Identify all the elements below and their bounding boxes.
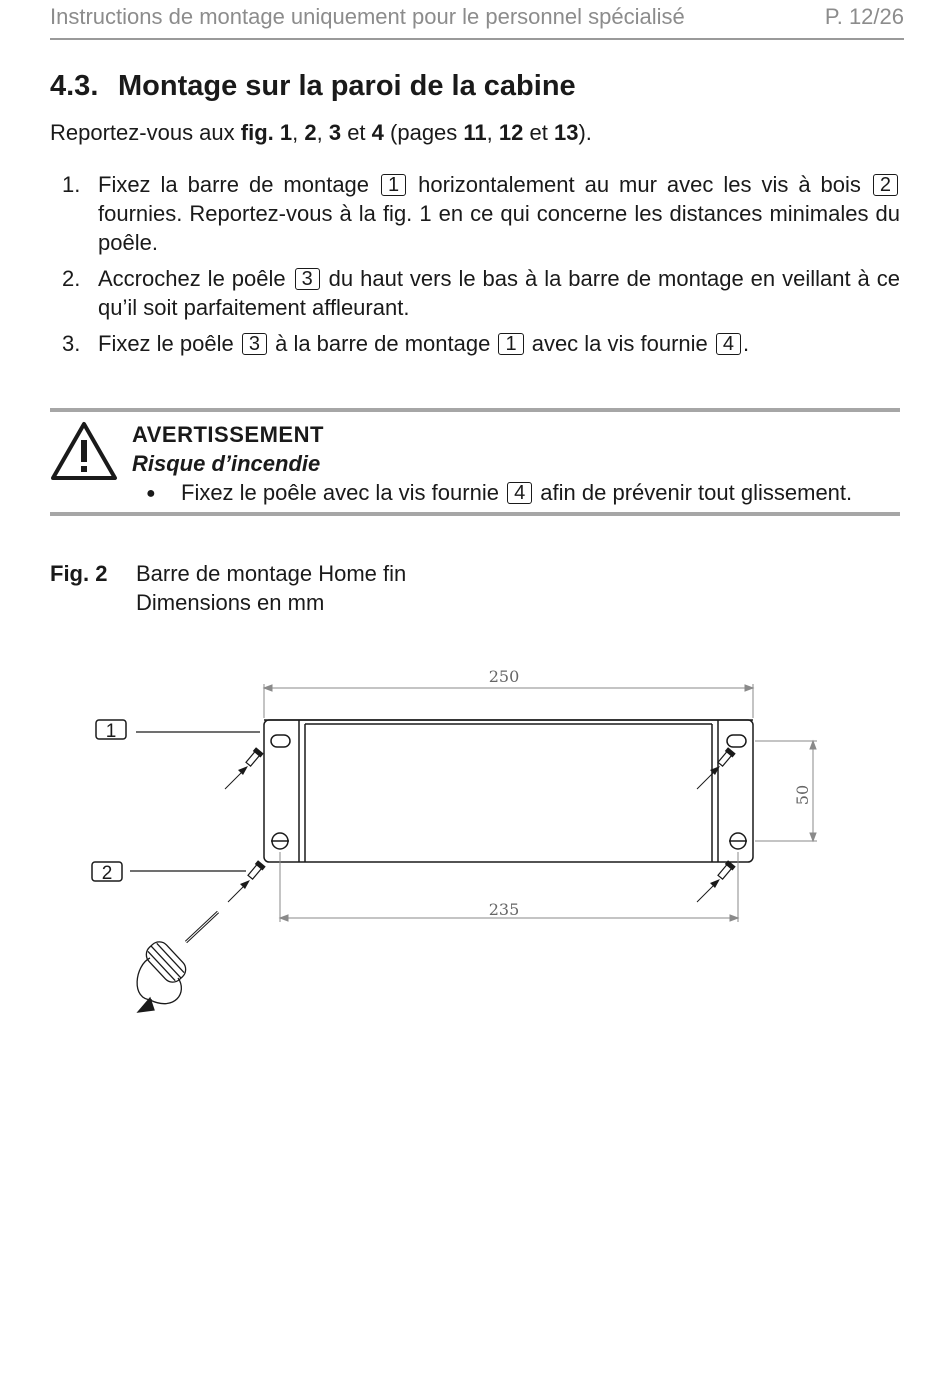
step-text-part: . xyxy=(743,331,750,356)
warning-triangle-icon xyxy=(50,420,118,482)
dimension-label-235: 235 xyxy=(488,900,520,919)
callout-label-1: 1 xyxy=(105,721,117,742)
bar-holes xyxy=(271,735,747,849)
page-number: P. 12/26 xyxy=(824,4,904,29)
intro-text: , xyxy=(316,120,329,145)
item-reference-box: 3 xyxy=(295,268,320,290)
step-text-part: fournies. Reportez-vous à la fig. 1 en ce qui concerne les distances minimales du poêle. xyxy=(98,201,900,255)
intro-text: et xyxy=(341,120,372,145)
section-number: 4.3. xyxy=(50,70,99,102)
intro-ref: 2 xyxy=(304,120,317,145)
intro-ref: 4 xyxy=(371,120,384,145)
dimension-label-50: 50 xyxy=(793,784,812,806)
item-reference-box: 1 xyxy=(381,174,406,196)
figure-caption-units: Dimensions en mm xyxy=(136,590,325,615)
step-text-part: à la barre de montage xyxy=(268,331,497,356)
item-reference-box: 4 xyxy=(507,482,532,504)
bullet-icon: ● xyxy=(146,485,156,502)
warning-subtitle: Risque d’incendie xyxy=(132,451,321,476)
step-text xyxy=(98,329,900,358)
intro-paragraph xyxy=(50,120,592,146)
list-item xyxy=(50,329,900,358)
warning-title: AVERTISSEMENT xyxy=(132,422,324,447)
header-title: Instructions de montage uniquement pour le personnel spécialisé xyxy=(50,4,685,29)
section-heading xyxy=(50,70,576,103)
step-number: 3. xyxy=(62,331,81,356)
screw-icon xyxy=(228,860,266,902)
item-reference-box: 3 xyxy=(242,333,267,355)
step-text-part: du haut vers le bas à la barre de montage en veillant à ce qu’il soit parfaitement affleurant. xyxy=(98,266,900,320)
mounting-bar xyxy=(264,720,753,862)
page-header xyxy=(50,0,904,40)
bullet-text: Fixez le poêle avec la vis fournie xyxy=(181,480,506,505)
section-title: Montage sur la paroi de la cabine xyxy=(118,70,576,102)
step-number: 1. xyxy=(62,172,81,197)
intro-ref: 13 xyxy=(553,120,579,145)
item-reference-box: 1 xyxy=(498,333,523,355)
warning-box xyxy=(50,408,900,516)
figure-label: Fig. 2 xyxy=(50,561,108,586)
step-text-part: horizontalement au mur avec les vis à bois xyxy=(408,172,871,197)
item-reference-box: 4 xyxy=(716,333,741,355)
intro-text: (pages xyxy=(383,120,464,145)
dimension-250 xyxy=(264,684,753,718)
step-text-part: Fixez la barre de montage xyxy=(98,172,379,197)
warning-bullet xyxy=(146,480,852,506)
screw-icon xyxy=(697,747,736,789)
list-item xyxy=(50,264,900,322)
screwdriver-icon xyxy=(137,912,218,1012)
steps-list xyxy=(50,170,900,365)
list-item xyxy=(50,170,900,257)
intro-ref: 11 xyxy=(463,120,487,145)
intro-text: , xyxy=(486,120,499,145)
step-text-part: avec la vis fournie xyxy=(525,331,714,356)
bullet-text: afin de prévenir tout glissement. xyxy=(534,480,853,505)
intro-text: , xyxy=(292,120,305,145)
screw-icon xyxy=(225,747,264,789)
mounting-bar-drawing xyxy=(0,640,950,1040)
intro-ref: fig. 1 xyxy=(240,120,293,145)
intro-ref: 12 xyxy=(498,120,524,145)
intro-text: ). xyxy=(578,120,592,145)
step-number: 2. xyxy=(62,266,81,291)
step-text xyxy=(98,264,900,322)
intro-text: Reportez-vous aux xyxy=(50,120,241,145)
intro-ref: 3 xyxy=(328,120,342,145)
item-reference-box: 2 xyxy=(873,174,898,196)
screw-icon xyxy=(697,860,736,902)
dimension-label-250: 250 xyxy=(488,667,520,686)
figure-caption: Barre de montage Home fin xyxy=(136,561,407,586)
callout-label-2: 2 xyxy=(101,863,113,884)
step-text xyxy=(98,170,900,257)
step-text-part: Accrochez le poêle xyxy=(98,266,293,291)
step-text-part: Fixez le poêle xyxy=(98,331,240,356)
intro-text: et xyxy=(523,120,554,145)
